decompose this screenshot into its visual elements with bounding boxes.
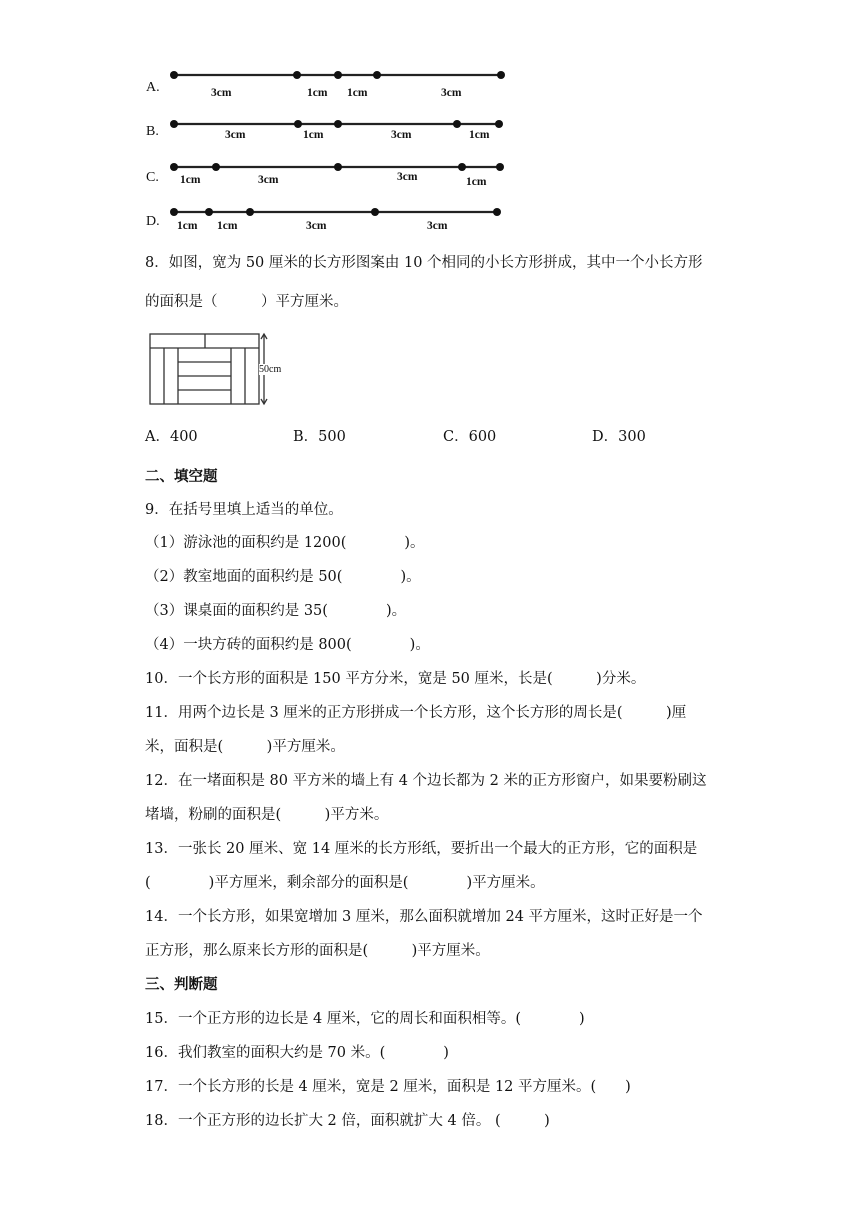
option-d-label-2: 1cm (217, 220, 238, 232)
q8-text-line1: 8．如图，宽为 50 厘米的长方形图案由 10 个相同的小长方形拼成，其中一个小长方形 (145, 255, 703, 271)
option-b-letter: B. (146, 124, 159, 139)
option-b-label-2: 1cm (303, 129, 324, 141)
option-d-label-4: 3cm (427, 220, 448, 232)
q12-text-line2: 堵墙，粉刷的面积是( )平方米。 (145, 807, 389, 823)
q11-text-line2: 米，面积是( )平方厘米。 (145, 739, 345, 755)
q17-text: 17．一个长方形的长是 4 厘米，宽是 2 厘米，面积是 12 平方厘米。( ) (145, 1079, 631, 1095)
q9-item-4: （4）一块方砖的面积约是 800( )。 (145, 637, 430, 653)
option-b-label-1: 3cm (225, 129, 246, 141)
q8-width-label: 50cm (259, 364, 282, 375)
q8-choice-a: A．400 (145, 429, 198, 445)
option-d-label-1: 1cm (177, 220, 198, 232)
option-a-segment (168, 69, 508, 81)
option-d-label-3: 3cm (306, 220, 327, 232)
q9-stem: 9．在括号里填上适当的单位。 (145, 502, 343, 518)
q13-text-line2: ( )平方厘米，剩余部分的面积是( )平方厘米。 (145, 875, 545, 891)
option-a-label-4: 3cm (441, 87, 462, 99)
q13-text-line1: 13．一张长 20 厘米、宽 14 厘米的长方形纸，要折出一个最大的正方形，它的面积是 (145, 841, 698, 857)
section3-title: 三、判断题 (145, 976, 218, 993)
q14-text-line2: 正方形，那么原来长方形的面积是( )平方厘米。 (145, 943, 490, 959)
q8-choice-d: D．300 (592, 429, 646, 445)
option-a-label-2: 1cm (307, 87, 328, 99)
q8-choice-b: B．500 (293, 429, 346, 445)
option-c-segment (168, 161, 508, 173)
option-c-letter: C. (146, 170, 159, 185)
q18-text: 18．一个正方形的边长扩大 2 倍，面积就扩大 4 倍。 ( ) (145, 1113, 550, 1129)
option-c-label-3: 3cm (397, 171, 418, 183)
option-c-label-4: 1cm (466, 176, 487, 188)
q9-item-2: （2）教室地面的面积约是 50( )。 (145, 569, 421, 585)
q10-text: 10．一个长方形的面积是 150 平方分米，宽是 50 厘米，长是( )分米。 (145, 671, 646, 687)
q16-text: 16．我们教室的面积大约是 70 米。( ) (145, 1045, 449, 1061)
q8-text-line2: 的面积是（ ）平方厘米。 (145, 294, 348, 310)
q14-text-line1: 14．一个长方形，如果宽增加 3 厘米，那么面积就增加 24 平方厘米，这时正好是一个 (145, 909, 703, 925)
option-b-label-4: 1cm (469, 129, 490, 141)
q9-item-3: （3）课桌面的面积约是 35( )。 (145, 603, 407, 619)
option-a-label-1: 3cm (211, 87, 232, 99)
option-a-letter: A. (146, 80, 160, 95)
section2-title: 二、填空题 (145, 468, 218, 485)
q12-text-line1: 12．在一堵面积是 80 平方米的墙上有 4 个边长都为 2 米的正方形窗户，如果要粉刷这 (145, 773, 707, 789)
q9-item-1: （1）游泳池的面积约是 1200( )。 (145, 535, 425, 551)
q15-text: 15．一个正方形的边长是 4 厘米，它的周长和面积相等。( ) (145, 1011, 585, 1027)
q11-text-line1: 11．用两个边长是 3 厘米的正方形拼成一个长方形，这个长方形的周长是( )厘 (145, 705, 687, 721)
option-b-label-3: 3cm (391, 129, 412, 141)
option-b-segment (168, 118, 508, 130)
option-d-letter: D. (146, 214, 160, 229)
option-a-label-3: 1cm (347, 87, 368, 99)
option-c-label-1: 1cm (180, 174, 201, 186)
q8-choice-c: C．600 (443, 429, 497, 445)
option-c-label-2: 3cm (258, 174, 279, 186)
option-d-segment (168, 206, 508, 218)
